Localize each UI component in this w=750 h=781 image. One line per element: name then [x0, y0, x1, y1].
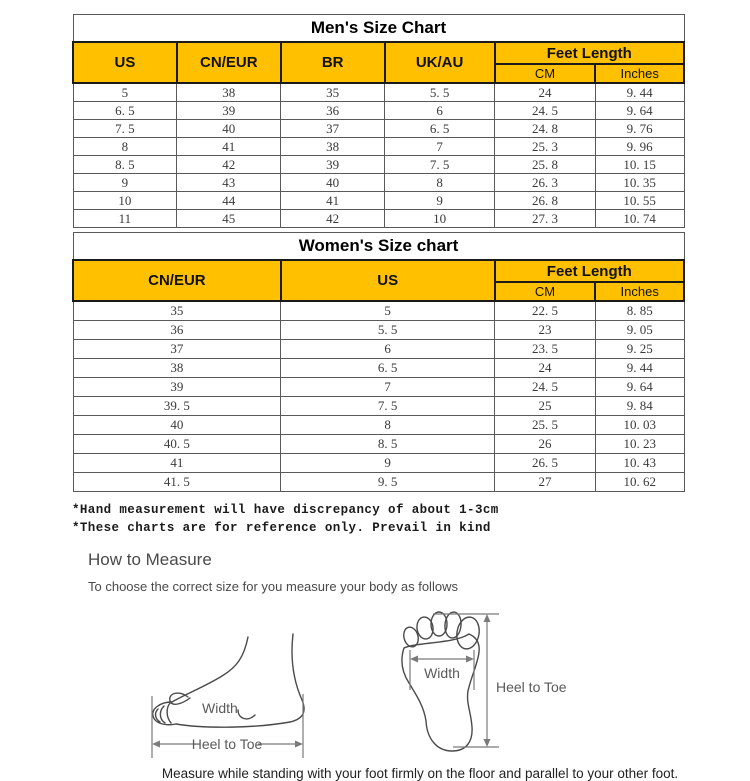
- table-cell: 5. 5: [281, 321, 495, 340]
- foot-sole-outline: [402, 634, 479, 751]
- table-cell: 24. 5: [495, 102, 596, 120]
- womens-chart-title: Women's Size chart: [73, 233, 684, 261]
- table-cell: 9. 76: [595, 120, 684, 138]
- table-cell: 24: [495, 83, 596, 102]
- table-cell: 9. 64: [595, 102, 684, 120]
- side-heel-to-toe-label: Heel to Toe: [191, 736, 263, 752]
- table-cell: 37: [281, 120, 385, 138]
- table-cell: 39: [177, 102, 281, 120]
- table-cell: 9: [385, 192, 495, 210]
- foot-toe-crease: [156, 709, 160, 722]
- table-row: [73, 359, 684, 378]
- table-cell: 10. 23: [595, 435, 684, 454]
- disclaimer-notes: [72, 501, 685, 537]
- table-row: [73, 454, 684, 473]
- table-row: [73, 192, 684, 210]
- table-cell: 43: [177, 174, 281, 192]
- arrow-right-icon: [466, 656, 474, 663]
- table-cell: 11: [73, 210, 177, 228]
- note-line-2: *These charts are for reference only. Prevail in kind: [72, 521, 491, 535]
- foot-arch-curl: [238, 710, 255, 719]
- table-cell: 10. 62: [595, 473, 684, 492]
- mens-size-table: [72, 14, 685, 228]
- table-cell: 5. 5: [385, 83, 495, 102]
- table-cell: 25: [495, 397, 596, 416]
- table-cell: 39. 5: [73, 397, 281, 416]
- foot-instep-line: [172, 637, 248, 702]
- table-cell: 8: [281, 416, 495, 435]
- table-cell: 36: [73, 321, 281, 340]
- table-row: [73, 210, 684, 228]
- table-cell: 22. 5: [495, 301, 596, 321]
- top-heel-to-toe-label: Heel to Toe: [496, 679, 567, 695]
- foot-toe-crease: [160, 706, 165, 723]
- table-cell: 10. 43: [595, 454, 684, 473]
- note-line-1: *Hand measurement will have discrepancy of about 1-3cm: [72, 503, 499, 517]
- how-to-measure-subtext: To choose the correct size for you measure your body as follows: [88, 579, 458, 594]
- column-header-us: US: [281, 260, 495, 301]
- table-cell: 6: [281, 340, 495, 359]
- foot-sole-line: [176, 722, 290, 727]
- table-cell: 25. 3: [495, 138, 596, 156]
- table-cell: 27. 3: [495, 210, 596, 228]
- table-cell: 42: [177, 156, 281, 174]
- column-header-cm: CM: [495, 282, 596, 301]
- table-cell: 38: [73, 359, 281, 378]
- table-cell: 42: [281, 210, 385, 228]
- table-cell: 9. 64: [595, 378, 684, 397]
- table-cell: 7. 5: [281, 397, 495, 416]
- table-cell: 27: [495, 473, 596, 492]
- table-cell: 23: [495, 321, 596, 340]
- table-cell: 23. 5: [495, 340, 596, 359]
- table-cell: 9. 44: [595, 83, 684, 102]
- mens-title-row: [73, 15, 684, 43]
- table-cell: 10. 03: [595, 416, 684, 435]
- table-cell: 10. 35: [595, 174, 684, 192]
- womens-header-row: [73, 260, 684, 282]
- foot-toe-crease: [167, 703, 171, 723]
- column-header-br: BR: [281, 42, 385, 83]
- arrow-up-icon: [484, 614, 491, 622]
- table-cell: 41: [177, 138, 281, 156]
- column-header-inches: Inches: [595, 282, 684, 301]
- table-cell: 10: [73, 192, 177, 210]
- table-cell: 40: [281, 174, 385, 192]
- table-cell: 7: [281, 378, 495, 397]
- table-cell: 5: [73, 83, 177, 102]
- table-row: [73, 378, 684, 397]
- foot-heel-line: [290, 634, 304, 722]
- side-width-label: Width: [202, 700, 238, 716]
- column-header-us: US: [73, 42, 177, 83]
- column-header-inches: Inches: [595, 64, 684, 83]
- table-cell: 24. 5: [495, 378, 596, 397]
- table-row: [73, 321, 684, 340]
- mens-table-body: [73, 83, 684, 228]
- table-cell: 9. 25: [595, 340, 684, 359]
- table-cell: 9: [281, 454, 495, 473]
- table-row: [73, 301, 684, 321]
- table-cell: 8: [73, 138, 177, 156]
- table-cell: 8. 5: [73, 156, 177, 174]
- table-cell: 6: [385, 102, 495, 120]
- table-cell: 6. 5: [385, 120, 495, 138]
- arrow-right-icon: [295, 741, 303, 748]
- table-row: [73, 435, 684, 454]
- table-cell: 10. 15: [595, 156, 684, 174]
- table-cell: 44: [177, 192, 281, 210]
- table-cell: 7. 5: [73, 120, 177, 138]
- table-cell: 5: [281, 301, 495, 321]
- table-cell: 38: [281, 138, 385, 156]
- table-cell: 40: [177, 120, 281, 138]
- table-cell: 10: [385, 210, 495, 228]
- table-cell: 8. 85: [595, 301, 684, 321]
- how-to-measure-heading: How to Measure: [88, 550, 212, 569]
- column-header-feet-length: Feet Length: [495, 260, 684, 282]
- table-cell: 9. 44: [595, 359, 684, 378]
- top-width-label: Width: [424, 665, 460, 681]
- table-cell: 39: [281, 156, 385, 174]
- table-cell: 7: [385, 138, 495, 156]
- table-cell: 36: [281, 102, 385, 120]
- table-row: [73, 340, 684, 359]
- table-row: [73, 138, 684, 156]
- column-header-feet-length: Feet Length: [495, 42, 684, 64]
- arrow-left-icon: [152, 741, 160, 748]
- table-cell: 6. 5: [281, 359, 495, 378]
- table-row: [73, 473, 684, 492]
- table-row: [73, 416, 684, 435]
- table-cell: 7. 5: [385, 156, 495, 174]
- table-cell: 10. 74: [595, 210, 684, 228]
- measure-instruction-footer: Measure while standing with your foot firmly on the floor and parallel to your other foot.: [161, 766, 679, 781]
- table-cell: 45: [177, 210, 281, 228]
- table-row: [73, 174, 684, 192]
- table-cell: 8. 5: [281, 435, 495, 454]
- womens-table-body: [73, 301, 684, 492]
- table-cell: 25. 8: [495, 156, 596, 174]
- table-row: [73, 102, 684, 120]
- foot-top-view-diagram: [398, 602, 578, 762]
- table-cell: 6. 5: [73, 102, 177, 120]
- table-cell: 40: [73, 416, 281, 435]
- table-cell: 38: [177, 83, 281, 102]
- mens-header-row: [73, 42, 684, 64]
- table-cell: 26. 8: [495, 192, 596, 210]
- size-chart-page: [72, 14, 685, 781]
- table-cell: 41: [73, 454, 281, 473]
- table-cell: 35: [73, 301, 281, 321]
- table-cell: 26. 5: [495, 454, 596, 473]
- table-cell: 10. 55: [595, 192, 684, 210]
- table-cell: 9. 05: [595, 321, 684, 340]
- table-row: [73, 397, 684, 416]
- foot-side-view-diagram: [146, 612, 358, 762]
- table-cell: 39: [73, 378, 281, 397]
- table-cell: 41: [281, 192, 385, 210]
- table-row: [73, 120, 684, 138]
- column-header-cn-eur: CN/EUR: [73, 260, 281, 301]
- table-cell: 41. 5: [73, 473, 281, 492]
- mens-chart-title: Men's Size Chart: [73, 15, 684, 43]
- table-cell: 9. 84: [595, 397, 684, 416]
- column-header-uk-au: UK/AU: [385, 42, 495, 83]
- table-cell: 35: [281, 83, 385, 102]
- table-cell: 26: [495, 435, 596, 454]
- table-cell: 25. 5: [495, 416, 596, 435]
- column-header-cn-eur: CN/EUR: [177, 42, 281, 83]
- column-header-cm: CM: [495, 64, 596, 83]
- arrow-down-icon: [484, 739, 491, 747]
- table-cell: 9. 96: [595, 138, 684, 156]
- womens-size-table: [72, 232, 685, 492]
- table-cell: 24: [495, 359, 596, 378]
- womens-title-row: [73, 233, 684, 261]
- table-row: [73, 156, 684, 174]
- table-cell: 26. 3: [495, 174, 596, 192]
- table-cell: 40. 5: [73, 435, 281, 454]
- table-cell: 8: [385, 174, 495, 192]
- arrow-left-icon: [410, 656, 418, 663]
- table-cell: 9: [73, 174, 177, 192]
- table-row: [73, 83, 684, 102]
- table-cell: 9. 5: [281, 473, 495, 492]
- table-cell: 24. 8: [495, 120, 596, 138]
- measurement-diagrams: [146, 602, 685, 762]
- table-cell: 37: [73, 340, 281, 359]
